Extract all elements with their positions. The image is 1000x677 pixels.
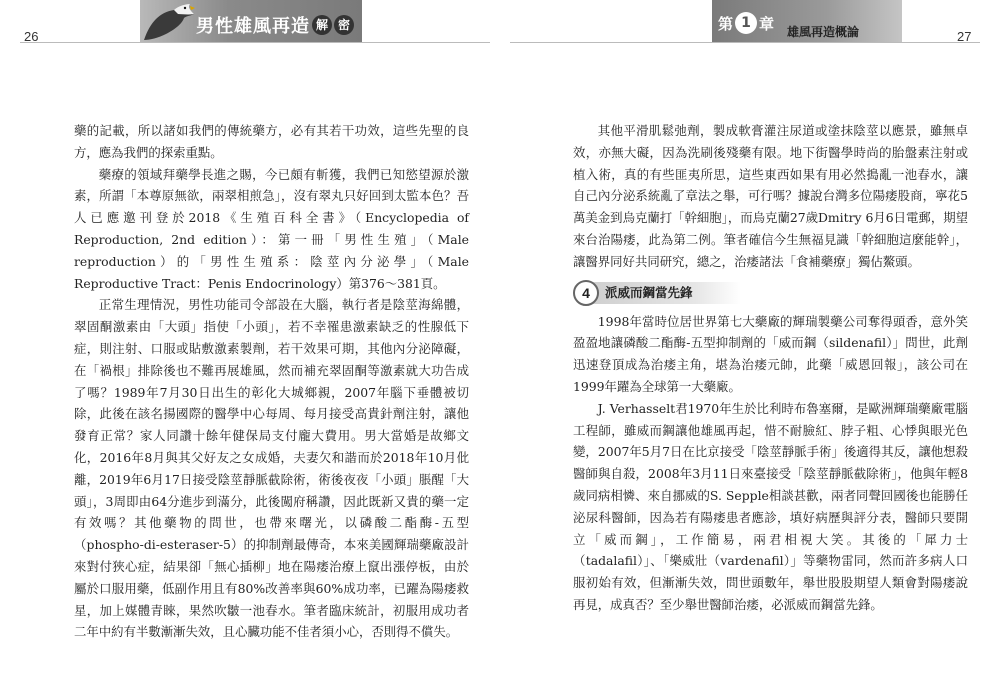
chapter-prefix: 第: [718, 14, 734, 33]
chapter-number: 1: [735, 12, 757, 34]
paragraph: 其他平滑肌鬆弛劑，製成軟膏灌注尿道或塗抹陰莖以應景，雖無卓效，亦無大礙，因為洗刷後殘藥有限。地下街醫學時尚的胎盤素注射或植入術，真的有些匪夷所思，這些東西如果有用必然搗亂一池春水，讓自己內分泌系統亂了章法之舉，可行嗎？據說台灣多位陽痿股商，寧花5萬美金到烏克蘭打「幹細胞」，而烏克蘭27歲Dmitry 6月6日電郵，期望來台治陽痿，此為第二例。筆者確信今生無福見識「幹細胞這麼能幹」，讓醫界同好共同研究，總之，治痿諸法「食補藥療」獨佔鰲頭。: [573, 123, 968, 269]
paragraph: 藥療的領域拜藥學長進之賜，今已頗有斬獲，我們已知慾望源於激素，所謂「本尊原無欲，兩翠相煎急」，沒有翠丸只好回到太監本色？吾人已應邀刊登於2018《生殖百科全書》（Encyclopedia of Reproduction, 2nd edition）：第一冊「男性生殖」（Male reproduction）的「男性生殖系：陰莖內分泌學」（Male Reproductive Tract：Penis Endocrinology）第376～381頁。: [74, 166, 469, 291]
book-title-text: 男性雄風再造: [196, 16, 310, 37]
left-page-body: [74, 120, 469, 643]
book-title-badge-decode: 解: [312, 15, 332, 35]
eagle-icon: [140, 2, 196, 42]
left-page-number: 26: [24, 29, 39, 44]
chapter-suffix: 章: [759, 14, 775, 33]
paragraph: 藥的記載，所以諸如我們的傳統藥方，必有其若干功效，這些先聖的良方，應為我們的探索重點。: [74, 123, 469, 160]
right-page-body: [573, 120, 968, 616]
paragraph: J. Verhasselt君1970年生於比利時布魯塞爾，是歐洲輝瑞藥廠電腦工程師，雖威而鋼讓他雄風再起，惜不耐臉紅、脖子粗、心悸與眼光色變，2007年5月7日在比京接受「陰莖靜脈手術」後適得其反，讓他想殺醫師與自殺，2008年3月11日來臺接受「陰莖靜脈截除術」，他與年輕8歲同病相憐、來自挪威的S. Sepple相談甚歡，兩者同聲回國後也能勝任泌尿科醫師，因為若有陽痿患者應診，填好病歷與評分表，醫師只要開立「威而鋼」，工作簡易，兩君相視大笑。其後的「犀力士（tadalafil）」、「樂威壯（vardenafil）」等藥物雷同，然而許多病人口服初始有效，但漸漸失效，問世頭數年，舉世股股期望人類會對陽痿說再見，成真否？至少舉世醫師治痿，必派威而鋼當先鋒。: [573, 400, 968, 612]
book-title: [196, 12, 354, 38]
header-rule-right: [510, 42, 980, 43]
right-page-number: 27: [957, 29, 972, 44]
section-number: 4: [573, 280, 599, 306]
book-title-badge-secret: 密: [334, 15, 354, 35]
section-title: 派威而鋼當先鋒: [589, 282, 741, 304]
chapter-title: 雄風再造概論: [787, 25, 860, 39]
section-heading: [573, 281, 968, 305]
header-rule-left: [20, 42, 490, 43]
paragraph: 1998年當時位居世界第七大藥廠的輝瑞製藥公司奪得頭香，意外笑盈盈地讓磷酸二酯酶-五型抑制劑的「威而鋼（sildenafil）」問世，此劑迅速登頂成為治痿主角，堪為治痿元帥，此藥「威恩回報」，該公司在1999年躍為全球第一大藥廠。: [573, 313, 968, 394]
chapter-label: [718, 12, 774, 34]
paragraph: 正常生理情況，男性功能司令部設在大腦，執行者是陰莖海綿體，翠固酮激素由「大頭」指使「小頭」，若不幸罹患激素缺乏的性腺低下症，則注射、口服或貼敷激素製劑，若干效果可期，其他內分泌障礙，在「禍根」排除後也不難再展雄風，然而補充翠固酮等激素就大功告成了嗎？1989年7月30日出生的彰化大城鄉親，2007年腦下垂體被切除，此後在該名揚國際的醫學中心每周、每月接受高貴針劑注射，讓他發育正常？家人同讚十餘年健保局支付龐大費用。男大當婚是故鄉文化，2016年8月與其父好友之女成婚，夫妻欠和諧而於2018年10月仳離，2019年6月17日接受陰莖靜脈截除術，術後夜夜「小頭」脹醒「大頭」，3周即由64分進步到滿分，此後闖府稱讚，因此既新又貴的藥一定有效嗎？其他藥物的問世，也帶來曙光，以磷酸二酯酶-五型（phospho-di-esteraser-5）的抑制劑最傳奇，本來美國輝瑞藥廠設計來對付狹心症，結果卻「無心插柳」地在陽痿治療上竄出漲停板，由於屬於口服用藥，低副作用且有80%改善率與60%成功率，已躍為陽痿救星，加上媒體青睞，果然吹皺一池春水。筆者臨床統計，初服用成功者二年中約有半數漸漸失效，且心臟功能不佳者須小心，否則得不償失。: [74, 297, 469, 640]
